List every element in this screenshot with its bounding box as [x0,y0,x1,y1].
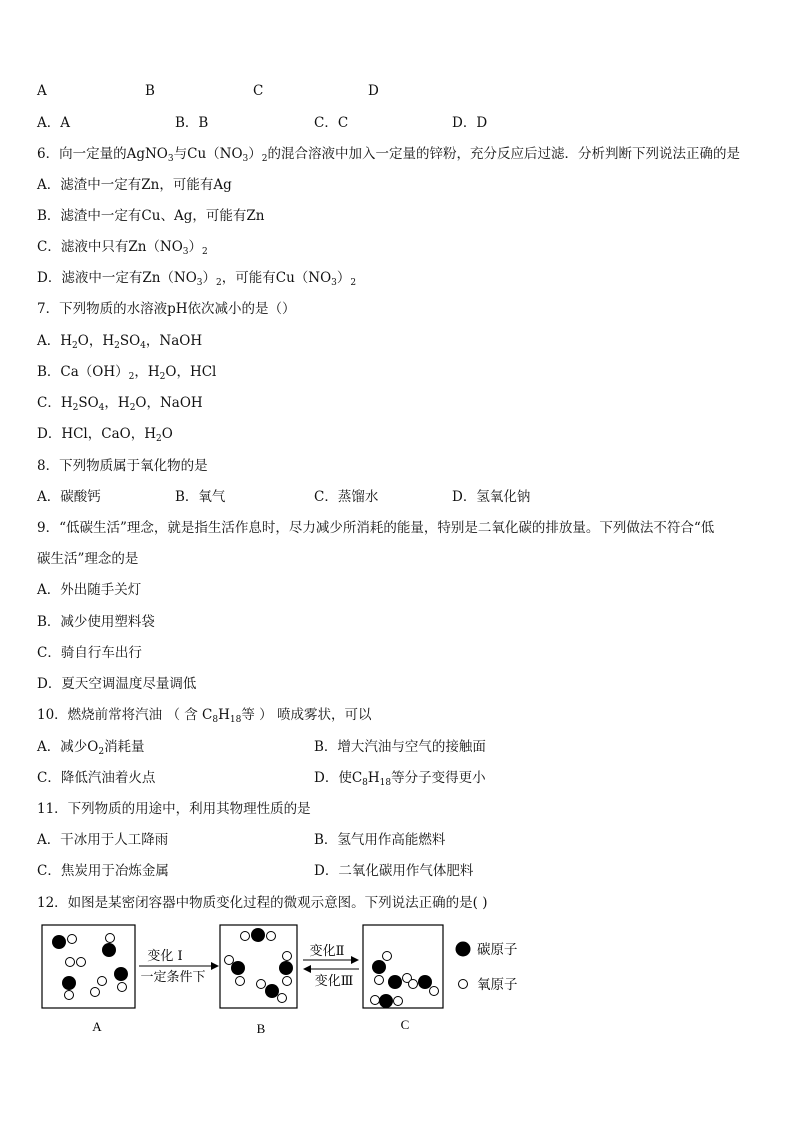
q9-stem-line2: 碳生活”理念的是 [37,551,139,567]
q12-stem: 12．如图是某密闭容器中物质变化过程的微观示意图。下列说法正确的是( ) [37,895,488,911]
q6-option-d[interactable]: D．滤液中一定有$Zn(NO_3)_2$，可能有$Cu(NO_3)_2$ [37,270,357,288]
q11-option-c[interactable]: C．焦炭用于冶炼金属 [37,863,169,879]
q10-option-b[interactable]: B．增大汽油与空气的接触面 [314,739,486,755]
q6-stem: 6．向一定量的AgNO$_3$与$Cu(NO_3)_2$的混合溶液中加入一定量的锌粉，充分反应后过滤．分析判断下列说法正确的是 [37,146,740,164]
arrow-left-icon [303,965,311,973]
q10-option-d[interactable]: D．使$C_8H_{18}$等分子变得更小 [314,770,486,788]
arrow1-bottom-label: 一定条件下 [140,970,206,985]
q9-stem-line1: 9．“低碳生活”理念，就是指生活作息时，尽力减少所消耗的能量，特别是二氧化碳的排放量。下列做法不符合“低 [37,520,715,536]
q8-stem: 8．下列物质属于氧化物的是 [37,458,208,474]
q10-stem: 10．燃烧前常将汽油 （ 含 $C_8H_{18}$等 ） 喷成雾状，可以 [37,707,372,725]
q11-option-d[interactable]: D．二氧化碳用作气体肥料 [314,863,474,879]
box-label-c: C [400,1017,410,1032]
q9-option-d[interactable]: D．夏天空调温度尽量调低 [37,676,197,692]
q10-option-c[interactable]: C．降低汽油着火点 [37,770,156,786]
top-label-c: C [253,83,264,99]
top-label-a: A [37,83,47,99]
q10-option-a[interactable]: A．减少$O_2$消耗量 [37,739,145,757]
top-label-d: D [368,83,379,99]
q9-option-b[interactable]: B．减少使用塑料袋 [37,614,155,630]
box-c-particles [371,952,439,1009]
q6-option-b[interactable]: B．滤渣中一定有Cu、Ag，可能有Zn [37,208,265,224]
q5-option-a[interactable]: A．A [37,115,70,131]
arrow-right-icon [351,956,359,964]
legend-oxygen-label: 氧原子 [477,977,518,993]
q5-option-d[interactable]: D．D [452,115,488,131]
q6-option-a[interactable]: A．滤渣中一定有Zn，可能有Ag [37,177,232,193]
q11-option-a[interactable]: A．干冰用于人工降雨 [37,832,169,848]
q8-option-b[interactable]: B．氧气 [175,489,226,505]
arrow2-top-label: 变化Ⅱ [309,944,345,959]
oxygen-atom-icon [459,980,468,989]
arrow1-top-label: 变化 I [147,949,183,964]
q7-option-c[interactable]: C．$H_2SO_4$，$H_2O$，NaOH [37,395,203,413]
q7-option-a[interactable]: A．$H_2O$，$H_2SO_4$，NaOH [37,333,203,351]
q9-option-c[interactable]: C．骑自行车出行 [37,645,142,661]
q11-stem: 11．下列物质的用途中，利用其物理性质的是 [37,801,311,817]
q7-option-d[interactable]: D．HCl，CaO，$H_2O$ [37,426,173,444]
q8-option-a[interactable]: A．碳酸钙 [37,489,101,505]
q8-option-d[interactable]: D．氢氧化钠 [452,489,531,505]
q7-option-b[interactable]: B．$Ca(OH)_2$，$H_2O$，HCl [37,364,217,382]
box-label-a: A [92,1019,102,1034]
q6-option-c[interactable]: C．滤液中只有$Zn(NO_3)_2$ [37,239,208,257]
arrow2-bottom-label: 变化Ⅲ [314,974,354,989]
q5-option-c[interactable]: C．C [314,115,349,131]
legend-carbon-label: 碳原子 [477,942,518,958]
box-a-particles [52,934,128,1000]
q9-option-a[interactable]: A．外出随手关灯 [37,582,142,598]
carbon-atom-icon [456,942,471,957]
q5-option-b[interactable]: B．B [175,115,209,131]
q11-option-b[interactable]: B．氢气用作高能燃料 [314,832,446,848]
box-b-particles [225,928,294,1003]
box-label-b: B [256,1021,266,1036]
q7-stem: 7．下列物质的水溶液pH依次减小的是（） [37,301,296,317]
molecule-diagram [37,918,557,1048]
arrow-right-icon [211,962,219,970]
q8-option-c[interactable]: C．蒸馏水 [314,489,379,505]
top-label-b: B [145,83,155,99]
